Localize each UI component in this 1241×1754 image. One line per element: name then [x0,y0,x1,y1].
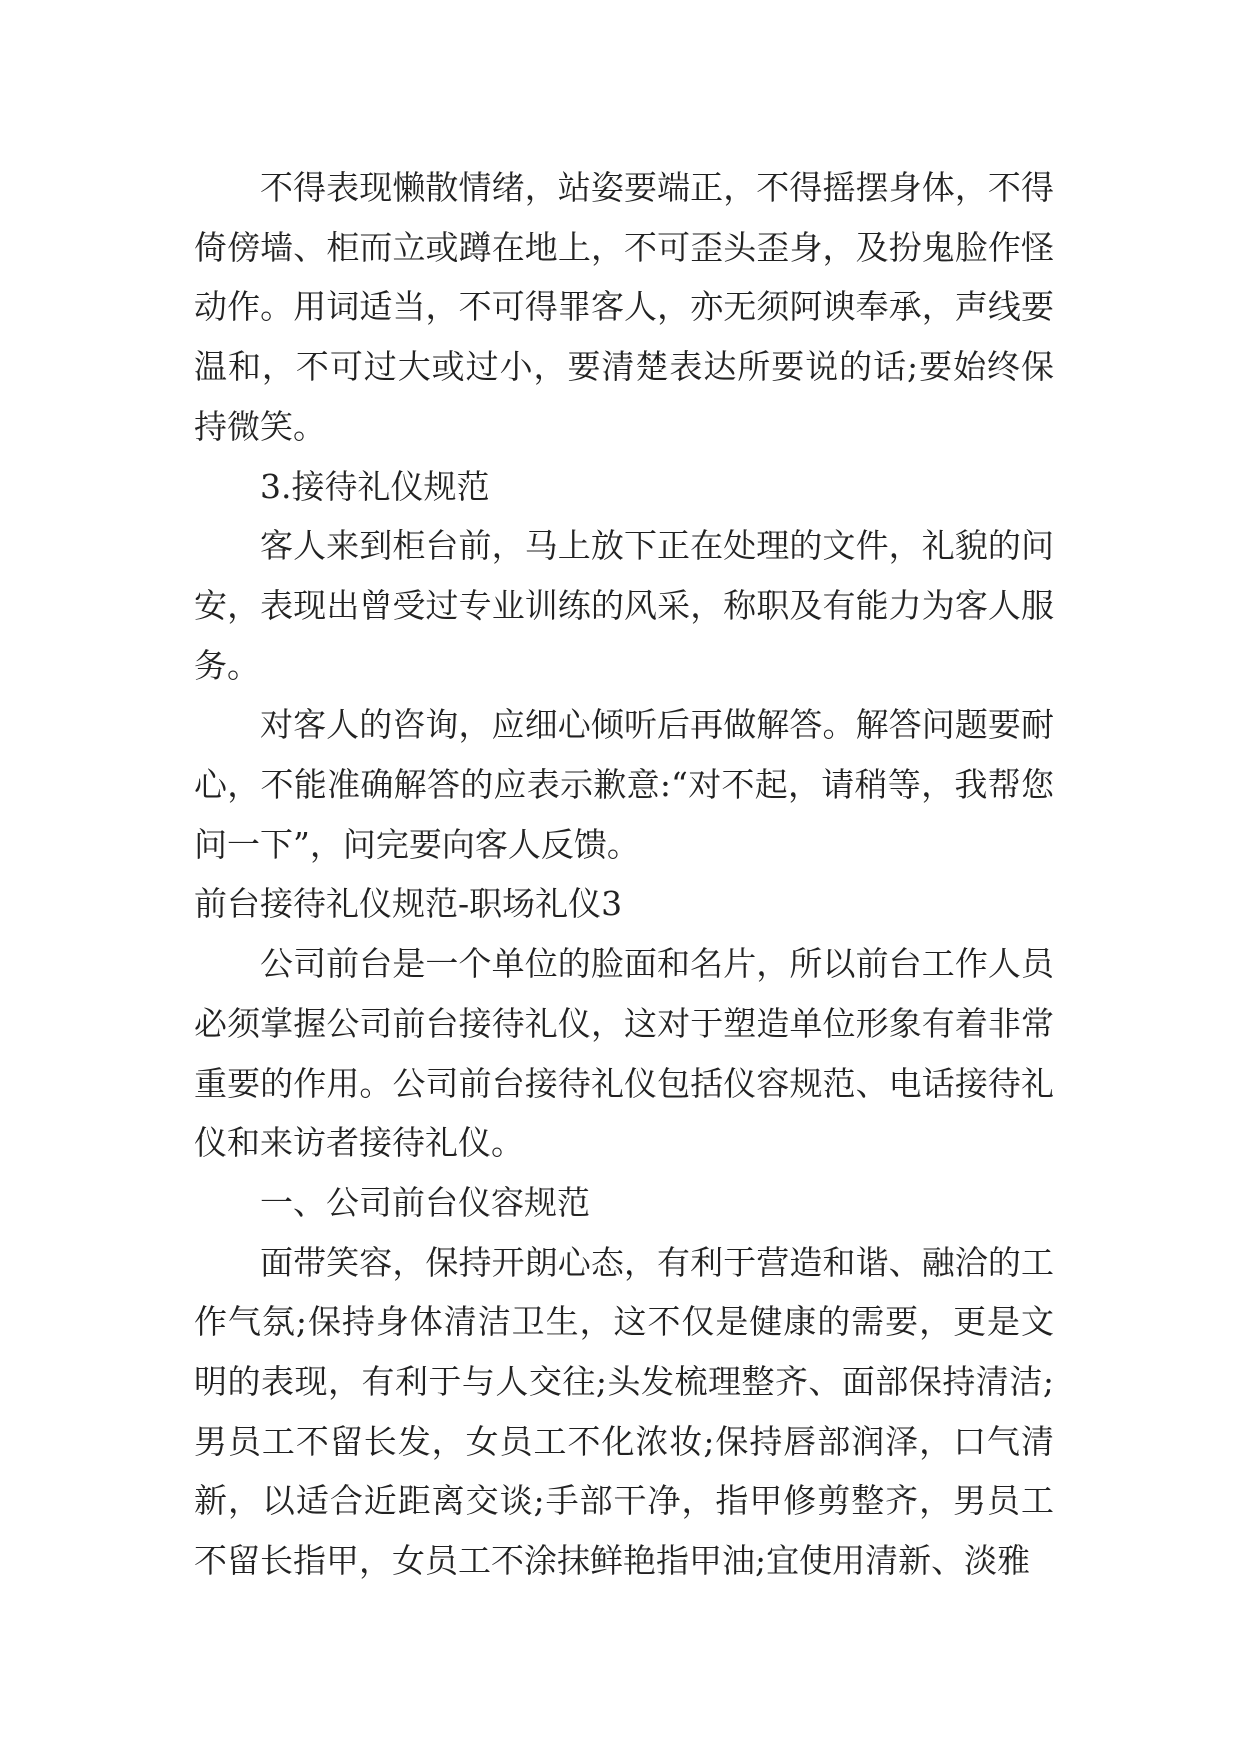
section-heading-reception-etiquette: 3.接待礼仪规范 [260,466,490,506]
section-heading-appearance: 一、公司前台仪容规范 [260,1182,590,1222]
article-title: 前台接待礼仪规范-职场礼仪3 [194,884,623,924]
paragraph-guest-arrival: 客人来到柜台前，马上放下正在处理的文件，礼貌的问安，表现出曾受过专业训练的风采，称职及有能力为客人服务。 [194,526,1054,685]
paragraph-guest-inquiry: 对客人的咨询，应细心倾听后再做解答。解答问题要耐心，不能准确解答的应表示歉意:“对不起，请稍等，我帮您问一下”，问完要向客人反馈。 [194,705,1054,864]
paragraph-appearance-rules: 面带笑容，保持开朗心态，有利于营造和谐、融洽的工作气氛;保持身体清洁卫生，这不仅是健康的需要，更是文明的表现，有利于与人交往;头发梳理整齐、面部保持清洁;男员工不留长发，女员工不化浓妆;保持唇部润泽，口气清新，以适合近距离交谈;手部干净，指甲修剪整齐，男员工不留长指甲，女员工不涂抹鲜艳指甲油;宜使用清新、淡雅 [194,1242,1054,1581]
paragraph-demeanor: 不得表现懒散情绪，站姿要端正，不得摇摆身体，不得倚傍墙、柜而立或蹲在地上，不可歪头歪身，及扮鬼脸作怪动作。用词适当，不可得罪客人，亦无须阿谀奉承，声线要温和，不可过大或过小，要清楚表达所要说的话;要始终保持微笑。 [194,168,1054,446]
document-body [194,158,1054,1591]
paragraph-front-desk-intro: 公司前台是一个单位的脸面和名片，所以前台工作人员必须掌握公司前台接待礼仪，这对于塑造单位形象有着非常重要的作用。公司前台接待礼仪包括仪容规范、电话接待礼仪和来访者接待礼仪。 [194,944,1054,1163]
